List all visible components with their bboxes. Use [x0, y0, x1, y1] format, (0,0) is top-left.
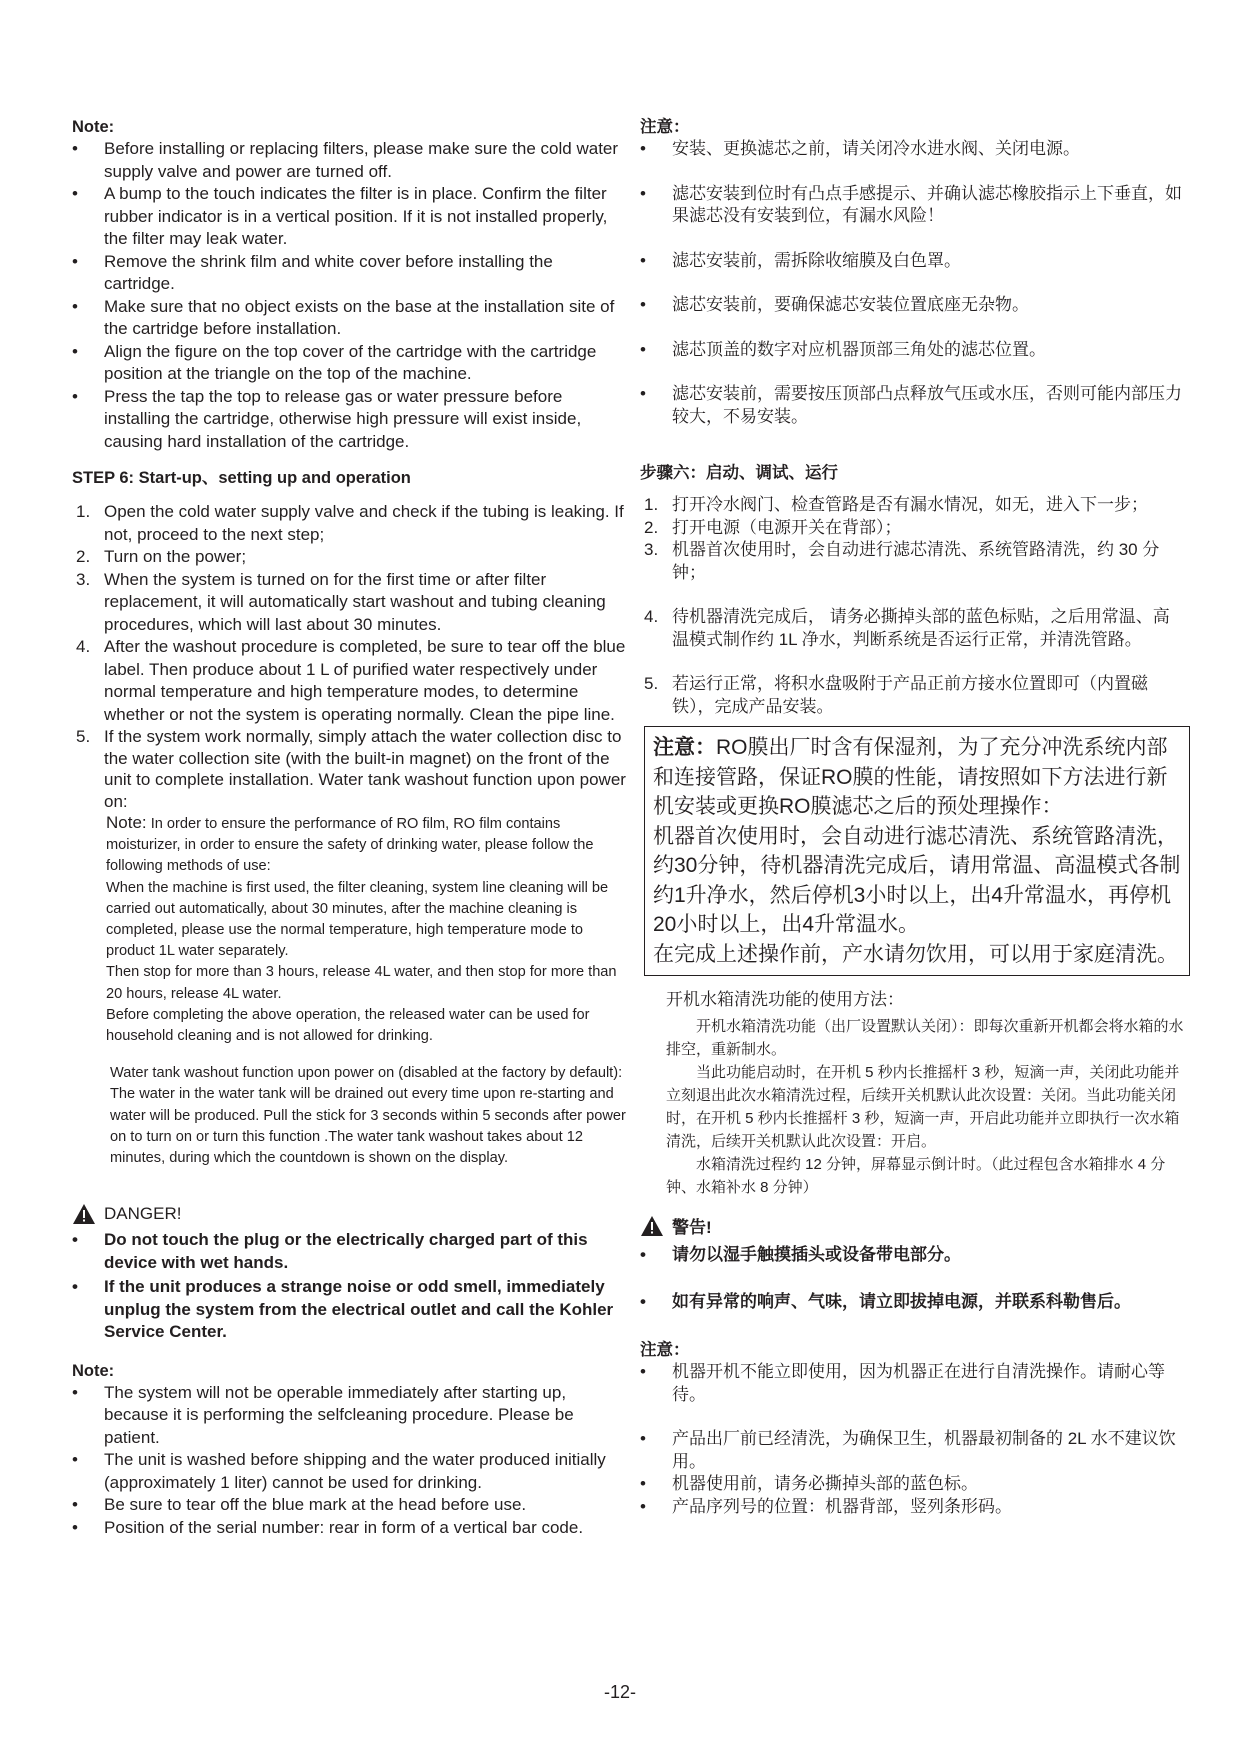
danger-list	[72, 1229, 627, 1344]
box-label: 注意：	[653, 736, 716, 759]
list-item: • Press the tap the top to release gas or water pressure before installing the cartridge, otherwise high pressure will exist inside, causing hard installation of the cartridge.	[72, 386, 627, 454]
list-item: • 机器开机不能立即使用，因为机器正在进行自清洗操作。请耐心等待。	[640, 1361, 1185, 1406]
washout-title: 开机水箱清洗功能的使用方法：	[666, 990, 904, 1009]
step6-heading: 步骤六：启动、调试、运行	[640, 464, 838, 482]
list-item: 2. Turn on the power;	[76, 547, 247, 566]
list-item: 3. When the system is turned on for the first time or after filter replacement, it will automatically start washout and tubing cleaning procedures, which will last about 30 minutes.	[76, 569, 606, 634]
list-item: 1. 打开冷水阀门、检查管路是否有漏水情况，如无，进入下一步；	[644, 495, 1148, 514]
step6-heading: STEP 6: Start-up、setting up and operation	[72, 469, 411, 487]
list-item: • 如有异常的响声、气味，请立即拔掉电源，并联系科勒售后。	[640, 1291, 1185, 1314]
list-item: • Do not touch the plug or the electrically charged part of this device with wet hands.	[72, 1229, 627, 1274]
chinese-column	[640, 116, 1185, 1518]
list-item: • The system will not be operable immediately after starting up, because it is performing the selfcleaning procedure. Please be patient.	[72, 1382, 627, 1450]
note-heading: 注意：	[640, 1341, 690, 1359]
ro-notice-box: 注意：RO膜出厂时含有保湿剂，为了充分冲洗系统内部和连接管路，保证RO膜的性能，请按照如下方法进行新机安装或更换RO膜滤芯之后的预处理操作： 机器首次使用时，会自动进行滤芯清洗、系统管路清洗，约30分钟，待机器清洗完成后，请用常温、高温模式各制约1升净水，然后停机3小时以上，出4升常温水，再停机20小时以上，出4升常温水。 在完成上述操作前，产水请勿饮用，可以用于家庭清洗。	[644, 726, 1190, 976]
danger-heading: DANGER!	[72, 1203, 627, 1225]
note-heading: Note:	[72, 118, 115, 136]
install-notes-list	[72, 138, 627, 453]
list-item: • The unit is washed before shipping and the water produced initially (approximately 1 liter) cannot be used for drinking.	[72, 1449, 627, 1494]
startup-notes-list	[72, 1382, 627, 1540]
list-item: • A bump to the touch indicates the filter is in place. Confirm the filter rubber indicator is in a vertical position. If it is not installed properly, the filter may leak water.	[72, 183, 627, 251]
danger-heading: 警告!	[640, 1213, 1185, 1238]
list-item: 1. Open the cold water supply valve and check if the tubing is leaking. If not, proceed to the next step;	[76, 502, 624, 544]
list-item: • Remove the shrink film and white cover before installing the cartridge.	[72, 251, 627, 296]
list-item: • 滤芯安装到位时有凸点手感提示、并确认滤芯橡胶指示上下垂直，如果滤芯没有安装到位，有漏水风险！	[640, 183, 1185, 228]
english-column	[72, 116, 627, 1539]
list-item: 5. 若运行正常，将积水盘吸附于产品正前方接水位置即可（内置磁铁），完成产品安装。	[644, 674, 1148, 716]
ro-note-label: Note:	[106, 813, 147, 832]
step6-list	[640, 494, 1185, 718]
ro-note: Note: In order to ensure the performance of RO film, RO film contains moisturizer, in order to ensure the safety of drinking water, please follow the following methods of use: When the machine is first used, the filter cleaning, system line cleaning will be carried out automatically, about 30 minutes, after the machine cleaning is completed, please use the normal temperature, high temperature mode to product 1L water separately. Then stop for more than 3 hours, release 4L water, and then stop for more than 20 hours, release 4L water. Before completing the above operation, the released water can be used for household cleaning and is not allowed for drinking. Water tank washout function upon power on (disabled at the factory by default): The water in the water tank will be drained out every time upon re-starting and water will be produced. Pull the stick for 3 seconds within 5 seconds after power on to turn on or turn this function .The water tank washout takes about 12 minutes, during which the countdown is shown on the display.	[72, 812, 627, 1169]
list-item: 4. 待机器清洗完成后， 请务必撕掉头部的蓝色标贴，之后用常温、高温模式制作约 1L 净水，判断系统是否运行正常，并清洗管路。	[644, 607, 1170, 649]
install-notes-list	[640, 138, 1185, 428]
warning-icon	[640, 1215, 664, 1237]
list-item: • 滤芯安装前，要确保滤芯安装位置底座无杂物。	[640, 294, 1185, 317]
washout-paragraph: Water tank washout function upon power on (disabled at the factory by default): The water in the water tank will be drained out every time upon re-starting and water will be produced. Pull the stick for 3 seconds within 5 seconds after power on to turn on or turn this function .The water tank washout takes about 12 minutes, during which the countdown is shown on the display.	[110, 1065, 626, 1167]
page-number: -12-	[603, 1682, 636, 1702]
list-item: 5. If the system work normally, simply attach the water collection disc to the water collection site (with the built-in magnet) on the front of the unit to complete installation. Water tank washout function upon power on:	[76, 727, 626, 811]
list-item: • 产品出厂前已经清洗，为确保卫生，机器最初制备的 2L 水不建议饮用。	[640, 1428, 1185, 1473]
list-item: • 请勿以湿手触摸插头或设备带电部分。	[640, 1244, 1185, 1267]
step6-list	[72, 501, 627, 812]
list-item: • 滤芯顶盖的数字对应机器顶部三角处的滤芯位置。	[640, 339, 1185, 362]
list-item: • 滤芯安装前，需拆除收缩膜及白色罩。	[640, 250, 1185, 273]
warning-icon	[72, 1203, 96, 1225]
list-item: • 机器使用前，请务必撕掉头部的蓝色标。	[640, 1473, 1185, 1496]
list-item: • Before installing or replacing filters, please make sure the cold water supply valve and power are turned off.	[72, 138, 627, 183]
list-item: 2. 打开电源（电源开关在背部）；	[644, 517, 902, 537]
list-item: • 产品序列号的位置：机器背部，竖列条形码。	[640, 1496, 1185, 1519]
list-item: 3. 机器首次使用时，会自动进行滤芯清洗、系统管路清洗，约 30 分钟；	[644, 540, 1160, 582]
list-item: 4. After the washout procedure is completed, be sure to tear off the blue label. Then produce about 1 L of purified water respectively under normal temperature and high temperature modes, to determine whether or not the system is operating normally. Clean the pipe line.	[76, 637, 626, 724]
list-item: • 安装、更换滤芯之前，请关闭冷水进水阀、关闭电源。	[640, 138, 1185, 161]
note-heading: 注意：	[640, 118, 690, 136]
list-item: • Position of the serial number: rear in form of a vertical bar code.	[72, 1517, 627, 1540]
washout-section: 开机水箱清洗功能的使用方法： 开机水箱清洗功能（出厂设置默认关闭）：即每次重新开机都会将水箱的水排空，重新制水。 当此功能启动时，在开机 5 秒内长推摇杆 3 秒，短滴一声，关闭此功能并立刻退出此次水箱清洗过程，后续开关机默认此次设置：关闭。当此功能关闭时，在开机 5 秒内长推摇杆 3 秒，短滴一声，开启此功能并立即执行一次水箱清洗，后续开关机默认此次设置：开启。 水箱清洗过程约 12 分钟，屏幕显示倒计时。（此过程包含水箱排水 4 分钟、水箱补水 8 分钟）	[666, 990, 1184, 1196]
note-heading: Note:	[72, 1361, 115, 1380]
list-item: • Align the figure on the top cover of the cartridge with the cartridge position at the triangle on the top of the machine.	[72, 341, 627, 386]
list-item: • 滤芯安装前，需要按压顶部凸点释放气压或水压，否则可能内部压力较大，不易安装。	[640, 383, 1185, 428]
startup-notes-list	[640, 1361, 1185, 1518]
danger-list	[640, 1244, 1185, 1313]
list-item: • Make sure that no object exists on the base at the installation site of the cartridge before installation.	[72, 296, 627, 341]
list-item: • If the unit produces a strange noise or odd smell, immediately unplug the system from the electrical outlet and call the Kohler Service Center.	[72, 1276, 627, 1344]
list-item: • Be sure to tear off the blue mark at the head before use.	[72, 1494, 627, 1517]
